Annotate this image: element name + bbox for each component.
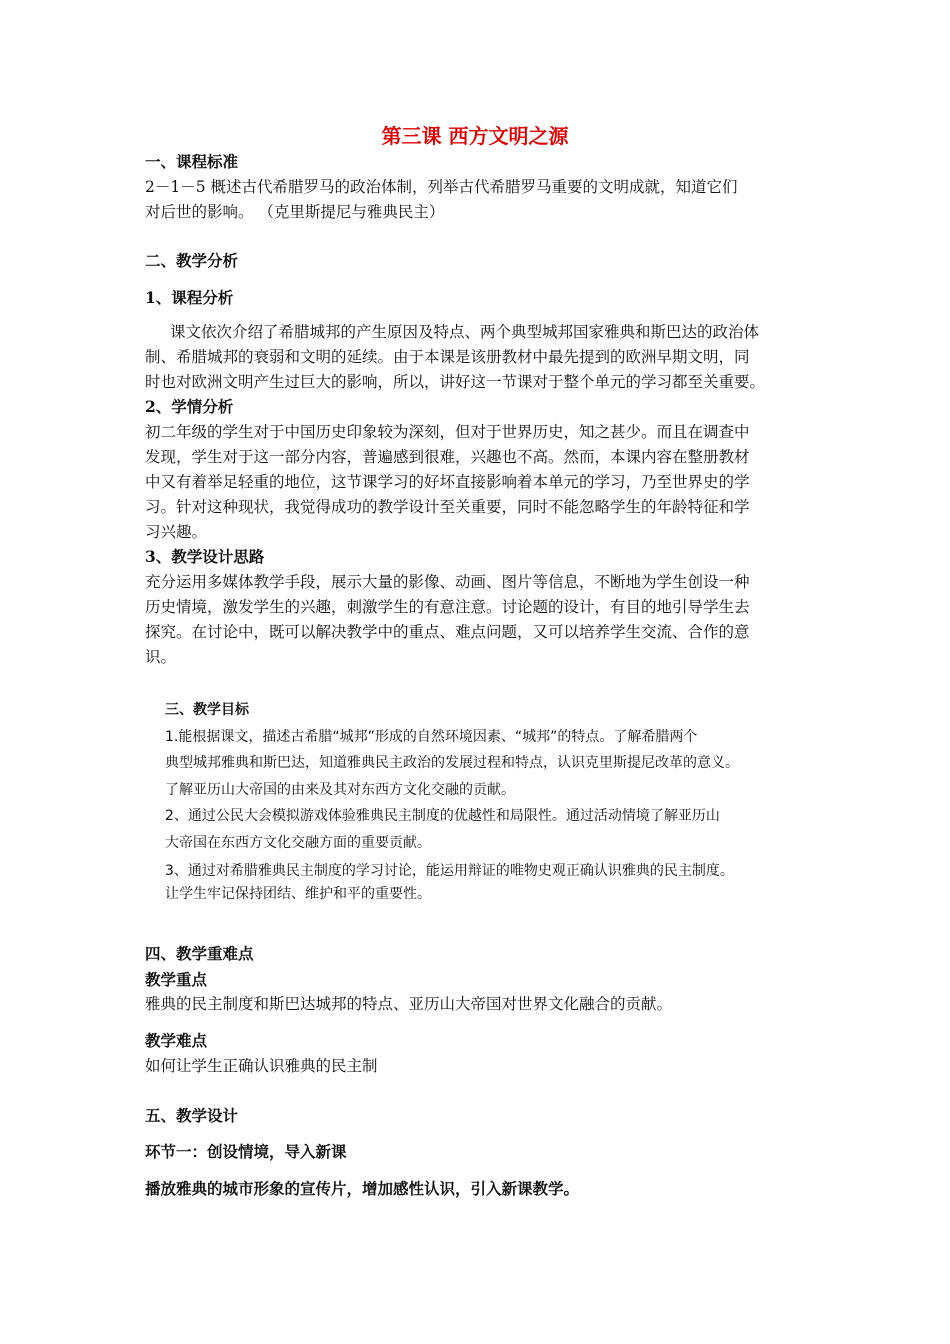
subheading-design-approach: 3、教学设计思路 [145, 547, 265, 566]
paragraph-line: 时也对欧洲文明产生过巨大的影响，所以，讲好这一节课对于整个单元的学习都至关重要。 [145, 373, 766, 391]
section-heading-teaching-design: 五、教学设计 [145, 1106, 239, 1125]
paragraph-line: 如何让学生正确认识雅典的民主制 [145, 1057, 378, 1075]
goal-line: 2、通过公民大会模拟游戏体验雅典民主制度的优越性和局限性。通过活动情境了解亚历山 [165, 808, 720, 824]
paragraph-line: 对后世的影响。 （克里斯提尼与雅典民主） [145, 203, 445, 221]
subheading-key-point: 教学重点 [145, 970, 208, 989]
subheading-step-one: 环节一：创设情境，导入新课 [145, 1142, 347, 1161]
subheading-difficult-point: 教学难点 [145, 1031, 208, 1050]
document-title: 第三课 西方文明之源 [381, 124, 569, 148]
paragraph-line: 中又有着举足轻重的地位，这节课学习的好坏直接影响着本单元的学习，乃至世界史的学 [145, 473, 750, 491]
paragraph-line: 2－1－5 概述古代希腊罗马的政治体制，列举古代希腊罗马重要的文明成就，知道它们 [145, 178, 738, 196]
paragraph-line: 制、希腊城邦的衰弱和文明的延续。由于本课是该册教材中最先提到的欧洲早期文明，同 [145, 348, 750, 366]
paragraph-line: 充分运用多媒体教学手段，展示大量的影像、动画、图片等信息，不断地为学生创设一种 [145, 573, 750, 591]
section-heading-teaching-goals: 三、教学目标 [165, 702, 249, 718]
paragraph-line: 习兴趣。 [145, 523, 208, 541]
goal-line: 典型城邦雅典和斯巴达，知道雅典民主政治的发展过程和特点，认识克里斯提尼改革的意义。 [165, 755, 739, 771]
section-heading-teaching-analysis: 二、教学分析 [145, 251, 239, 270]
paragraph-line: 习。针对这种现状，我觉得成功的教学设计至关重要，同时不能忽略学生的年龄特征和学 [145, 498, 750, 516]
goal-line: 3、通过对希腊雅典民主制度的学习讨论，能运用辩证的唯物史观正确认识雅典的民主制度。 [165, 863, 734, 879]
paragraph-line: 探究。在讨论中，既可以解决教学中的重点、难点问题，又可以培养学生交流、合作的意 [145, 623, 750, 641]
paragraph-line: 初二年级的学生对于中国历史印象较为深刻，但对于世界历史，知之甚少。而且在调查中 [145, 423, 750, 441]
goal-line: 了解亚历山大帝国的由来及其对东西方文化交融的贡献。 [165, 782, 515, 798]
paragraph-line: 课文依次介绍了希腊城邦的产生原因及特点、两个典型城邦国家雅典和斯巴达的政治体 [170, 323, 760, 341]
goal-line: 1.能根据课文，描述古希腊“城邦”形成的自然环境因素、“城邦”的特点。了解希腊两个 [165, 729, 698, 745]
goal-line: 大帝国在东西方文化交融方面的重要贡献。 [165, 835, 431, 851]
paragraph-line: 识。 [145, 648, 177, 666]
paragraph-line-bold: 播放雅典的城市形象的宣传片，增加感性认识，引入新课教学。 [145, 1179, 580, 1198]
paragraph-line: 雅典的民主制度和斯巴达城邦的特点、亚历山大帝国对世界文化融合的贡献。 [145, 995, 673, 1013]
goal-line: 让学生牢记保持团结、维护和平的重要性。 [165, 886, 431, 902]
paragraph-line: 发现，学生对于这一部分内容，普遍感到很难，兴趣也不高。然而，本课内容在整册教材 [145, 448, 750, 466]
section-heading-curriculum-standard: 一、课程标准 [145, 152, 239, 171]
section-heading-key-points: 四、教学重难点 [145, 944, 254, 963]
subheading-student-analysis: 2、学情分析 [145, 397, 234, 416]
subheading-course-analysis: 1、课程分析 [145, 288, 234, 307]
paragraph-line: 历史情境，激发学生的兴趣，刺激学生的有意注意。讨论题的设计，有目的地引导学生去 [145, 598, 750, 616]
